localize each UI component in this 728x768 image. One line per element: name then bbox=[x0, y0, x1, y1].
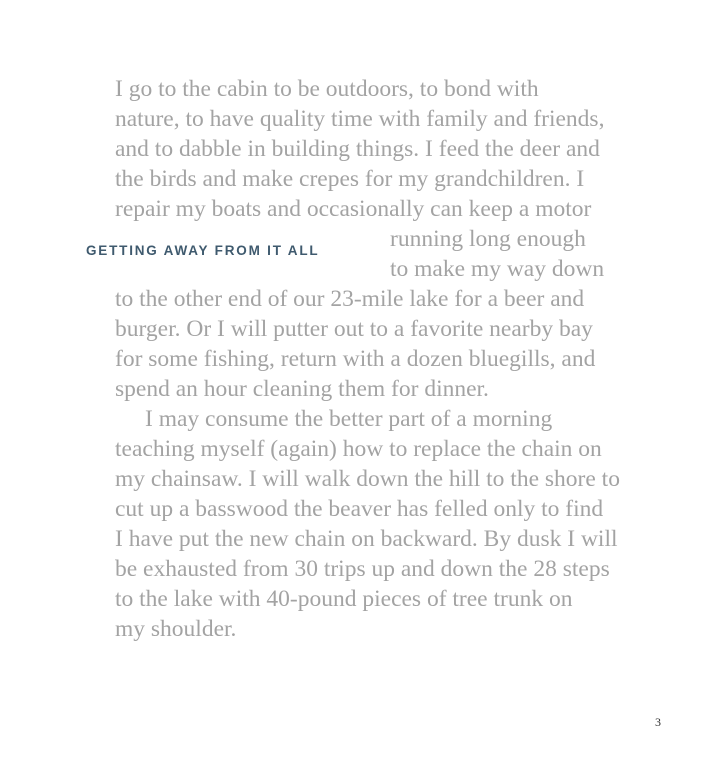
body-text-line: burger. Or I will putter out to a favorite nearby bay bbox=[115, 316, 593, 342]
body-text-line: and to dabble in building things. I feed the deer and bbox=[115, 136, 600, 162]
body-text-line: to the other end of our 23-mile lake for a beer and bbox=[115, 286, 585, 312]
paragraph-first-line: I may consume the better part of a morning bbox=[145, 406, 553, 432]
body-text-line: I have put the new chain on backward. By dusk I will bbox=[115, 526, 618, 552]
page-number: 3 bbox=[655, 715, 661, 729]
pull-quote-heading: GETTING AWAY FROM IT ALL bbox=[86, 243, 320, 258]
body-text-line: for some fishing, return with a dozen bluegills, and bbox=[115, 346, 596, 372]
body-text-line: I go to the cabin to be outdoors, to bond with bbox=[115, 76, 539, 102]
body-text-line: to make my way down bbox=[390, 256, 605, 282]
body-text-line: teaching myself (again) how to replace the chain on bbox=[115, 436, 602, 462]
body-text-line: the birds and make crepes for my grandchildren. I bbox=[115, 166, 585, 192]
body-text-line: my chainsaw. I will walk down the hill to the shore to bbox=[115, 466, 620, 492]
body-text-line: my shoulder. bbox=[115, 616, 237, 642]
body-text-line: repair my boats and occasionally can keep a motor bbox=[115, 196, 592, 222]
body-text-line: cut up a basswood the beaver has felled only to find bbox=[115, 496, 604, 522]
body-text-line: to the lake with 40-pound pieces of tree trunk on bbox=[115, 586, 573, 612]
body-text-line: spend an hour cleaning them for dinner. bbox=[115, 376, 489, 402]
body-text-line: be exhausted from 30 trips up and down the 28 steps bbox=[115, 556, 610, 582]
body-text-line: nature, to have quality time with family and friends, bbox=[115, 106, 605, 132]
body-text-line: running long enough bbox=[390, 226, 586, 252]
